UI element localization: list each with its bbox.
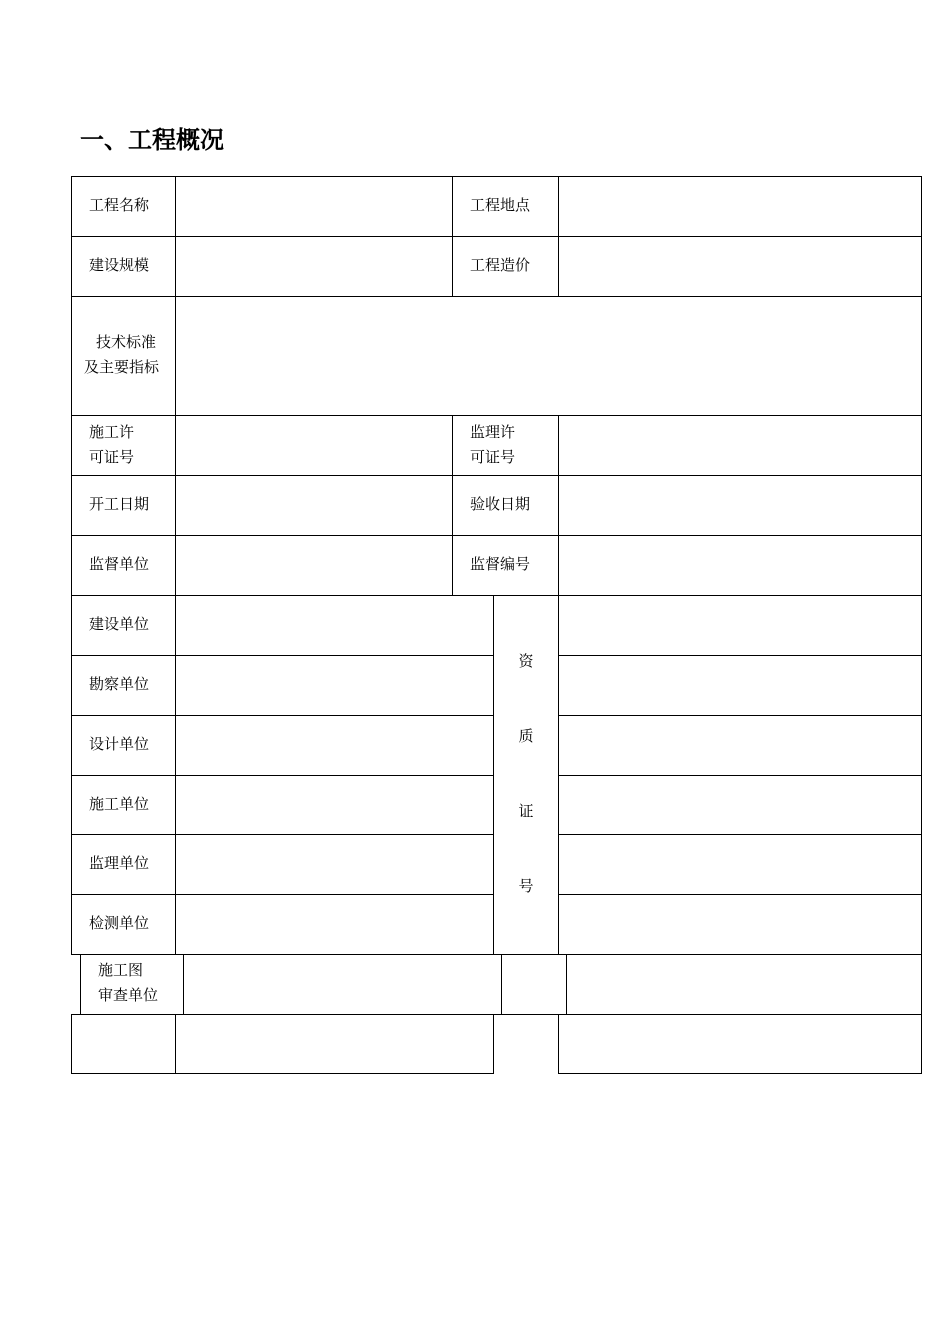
supervisor-unit-field[interactable]: [176, 835, 493, 894]
tech-standard-field[interactable]: [176, 297, 921, 415]
extra-row-qualification-field[interactable]: [559, 1015, 921, 1073]
project-name-label: 工程名称: [89, 196, 150, 214]
construction-permit-label-line2: 可证号: [89, 448, 135, 466]
testing-qualification-field[interactable]: [559, 895, 921, 954]
drawing-review-label-line2: 审查单位: [98, 986, 159, 1004]
project-name-field[interactable]: [176, 177, 452, 236]
start-date-label: 开工日期: [89, 495, 150, 513]
qualification-label-char-1: 资: [518, 652, 534, 670]
testing-unit-label: 检测单位: [89, 914, 150, 932]
supervising-unit-label: 监督单位: [89, 555, 150, 573]
design-unit-field[interactable]: [176, 716, 493, 775]
owner-unit-field[interactable]: [176, 596, 493, 655]
survey-unit-label: 勘察单位: [89, 675, 150, 693]
drawing-review-qualification-label-cell: [502, 955, 566, 1014]
project-location-field[interactable]: [559, 177, 921, 236]
testing-unit-field[interactable]: [176, 895, 493, 954]
supervision-permit-label-line2: 可证号: [470, 448, 516, 466]
supervisor-unit-label: 监理单位: [89, 854, 150, 872]
project-cost-field[interactable]: [559, 237, 921, 296]
construction-scale-label: 建设规模: [89, 256, 150, 274]
qualification-label-char-3: 证: [518, 802, 534, 820]
owner-unit-label: 建设单位: [89, 615, 150, 633]
qualification-label-char-2: 质: [518, 727, 534, 745]
acceptance-date-label: 验收日期: [470, 495, 531, 513]
survey-unit-field[interactable]: [176, 656, 493, 715]
construction-unit-field[interactable]: [176, 776, 493, 834]
acceptance-date-field[interactable]: [559, 476, 921, 535]
drawing-review-qualification-field[interactable]: [567, 955, 921, 1014]
construction-permit-label-line1: 施工许: [89, 423, 135, 441]
construction-qualification-field[interactable]: [559, 776, 921, 834]
extra-row-label-cell: [72, 1015, 175, 1073]
survey-qualification-field[interactable]: [559, 656, 921, 715]
drawing-review-label-line1: 施工图: [98, 961, 144, 979]
design-qualification-field[interactable]: [559, 716, 921, 775]
construction-permit-field[interactable]: [176, 416, 452, 475]
supervision-number-field[interactable]: [559, 536, 921, 595]
supervision-permit-label-line1: 监理许: [470, 423, 516, 441]
project-location-label: 工程地点: [470, 196, 531, 214]
supervision-number-label: 监督编号: [470, 555, 531, 573]
supervision-permit-field[interactable]: [559, 416, 921, 475]
supervising-unit-field[interactable]: [176, 536, 452, 595]
owner-qualification-field[interactable]: [559, 596, 921, 655]
qualification-label-char-4: 号: [518, 877, 534, 895]
tech-standard-label-line1: 技术标准: [96, 333, 157, 351]
design-unit-label: 设计单位: [89, 735, 150, 753]
construction-unit-label: 施工单位: [89, 795, 150, 813]
project-cost-label: 工程造价: [470, 256, 531, 274]
page-title: 一、工程概况: [80, 126, 224, 154]
start-date-field[interactable]: [176, 476, 452, 535]
extra-row-unit-field[interactable]: [176, 1015, 493, 1073]
supervisor-qualification-field[interactable]: [559, 835, 921, 894]
construction-scale-field[interactable]: [176, 237, 452, 296]
tech-standard-label-line2: 及主要指标: [84, 358, 160, 376]
drawing-review-unit-field[interactable]: [184, 955, 501, 1014]
